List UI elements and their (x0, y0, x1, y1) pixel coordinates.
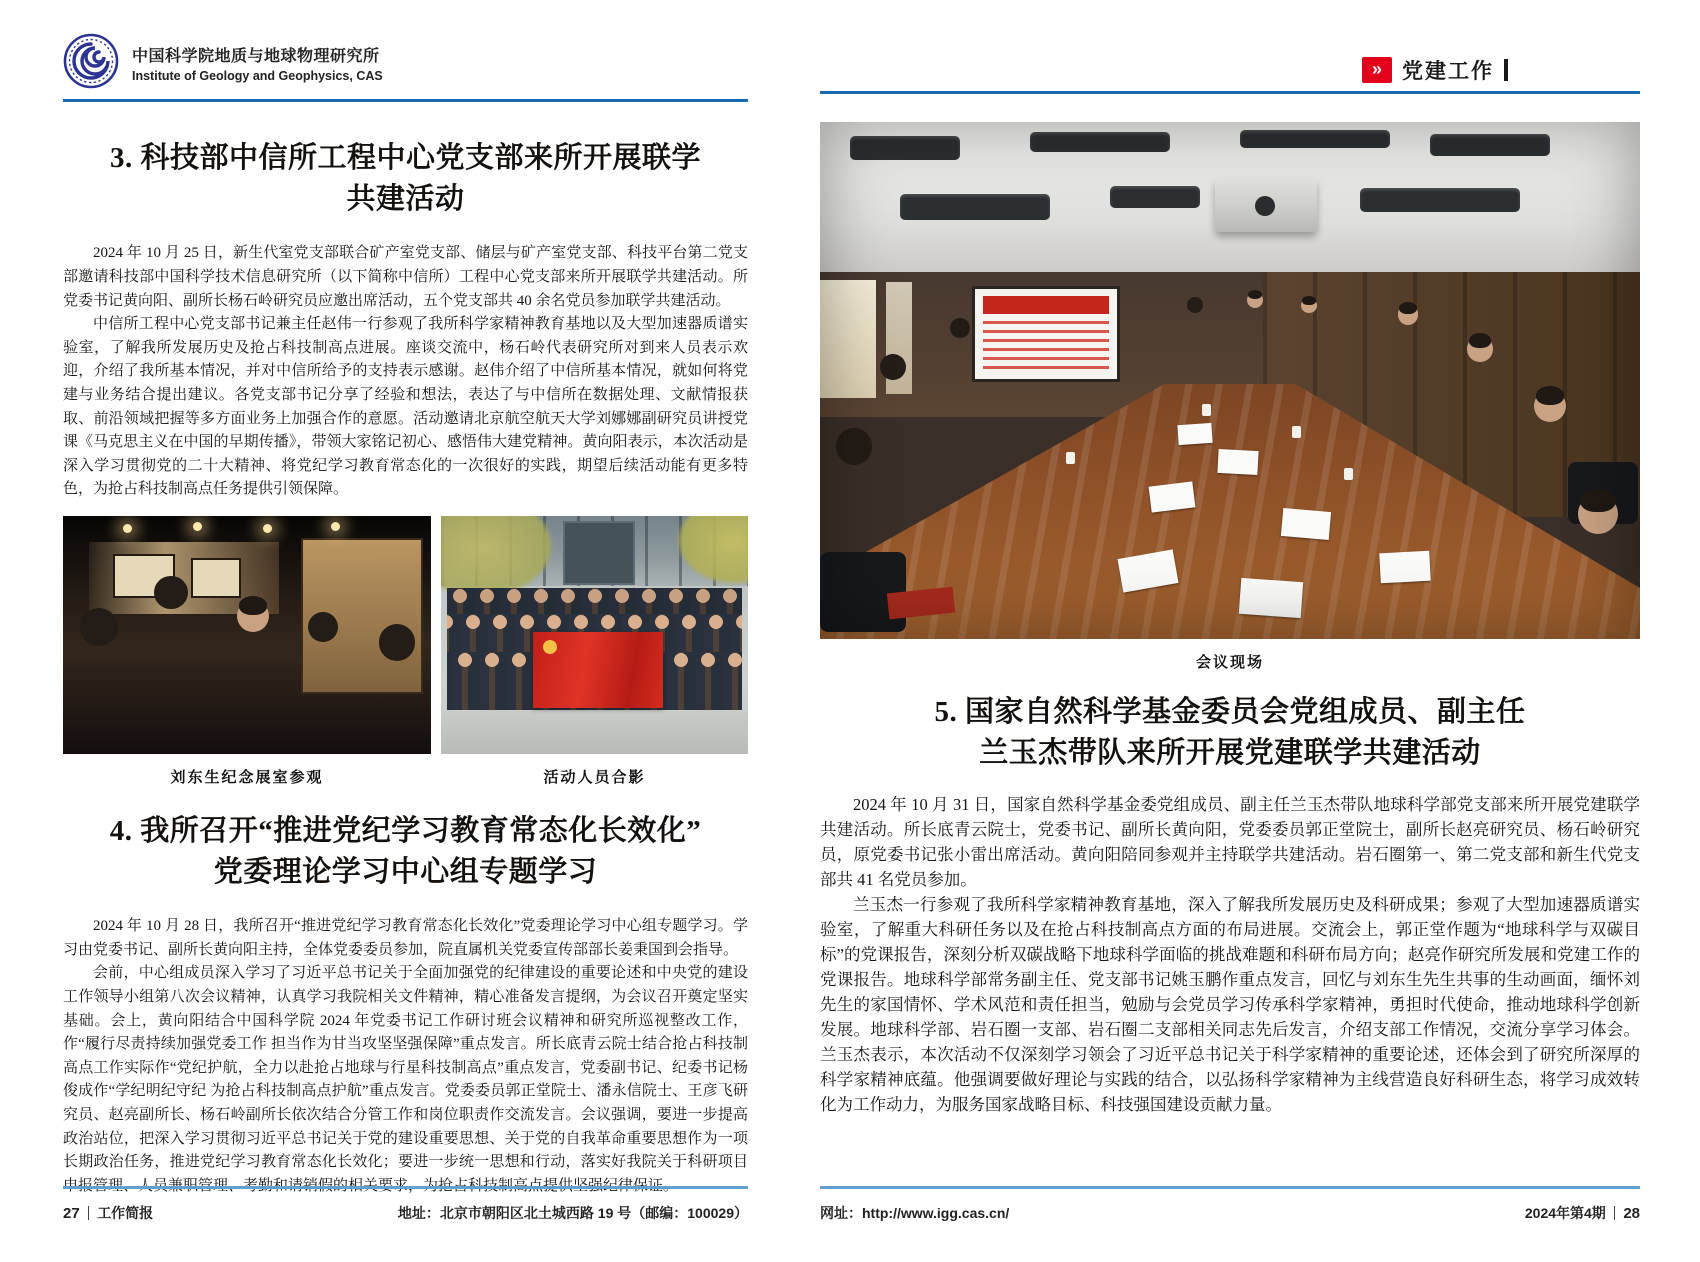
section3-title-line1: 3. 科技部中信所工程中心党支部来所开展联学 (109, 142, 701, 174)
ceiling-light (850, 136, 960, 160)
spotlight (263, 524, 272, 533)
footer-separator (1614, 1206, 1616, 1220)
page-number-left: 27 (63, 1205, 80, 1222)
cup (1344, 468, 1353, 480)
footer-issue-page (1525, 1203, 1640, 1223)
institute-header (63, 34, 748, 92)
attendee-silhouette (1448, 336, 1512, 448)
institute-logo-icon (63, 33, 119, 94)
attendee-silhouette (935, 318, 985, 406)
section3-body (63, 242, 748, 502)
cup (1202, 404, 1211, 416)
paper (1217, 449, 1258, 475)
attendee-silhouette (1382, 304, 1434, 392)
plaza-ground (441, 710, 748, 754)
spotlight (331, 522, 340, 531)
photo-exhibit-visit (63, 516, 431, 787)
section5-paragraph-2: 兰玉杰一行参观了我所科学家精神教育基地，深入了解我所发展历史及科研成果；参观了大型加速器质谱实验室，了解重大科研任务以及在抢占科技制高点方面的布局进展。交流会上，郭正堂作题为“地球科学与双碳目标”的党课报告，深刻分析双碳战略下地球科学面临的挑战难题和科研布局方向；赵亮作研究所发展和党建工作的党课报告。地球科学部常务副主任、党支部书记姚玉鹏作重点发言，回忆与刘东生先生共事的生动画面，缅怀刘先生的家国情怀、学术风范和责任担当，勉励与会党员学习传承科学家精神，勇担时代使命，推动地球科学创新发展。地球科学部、岩石圈一支部、岩石圈二支部相关同志先后发言，介绍支部工作情况，交流分享学习体会。兰玉杰表示，本次活动不仅深刻学习领会了习近平总书记关于科学家精神的重要论述，还体会到了研究所深厚的科学家精神底蕴。他强调要做好理论与实践的结合，以弘扬科学家精神为主线营造良好科研生态，将学习成效转化为工作动力，为服务国家战略目标、科技强国建设贡献力量。 (820, 895, 1640, 1115)
footer-website: 网址：http://www.igg.cas.cn/ (820, 1205, 1010, 1221)
section4-title (63, 811, 748, 893)
section3-paragraph-1: 2024 年 10 月 25 日，新生代室党支部联合矿产室党支部、储层与矿产室党支部、科技平台第二党支部邀请科技部中国科学技术信息研究所（以下简称中信所）工程中心党支部来所开展联学共建活动。所党委书记黄向阳、副所长杨石岭研究员应邀出席活动，五个党支部共 40 余名党员参加联学共建活动。 (63, 245, 748, 309)
photo-group (441, 516, 748, 787)
footer-separator (88, 1206, 90, 1220)
section5-title-line2: 兰玉杰带队来所开展党建联学共建活动 (979, 737, 1481, 770)
institute-name-en: Institute of Geology and Geophysics, CAS (132, 69, 383, 83)
attendee-silhouette (1290, 298, 1328, 356)
page-left (63, 0, 748, 1198)
party-flag (533, 632, 663, 708)
section5-body (820, 792, 1640, 1117)
visitor-silhouette (285, 612, 361, 754)
visitor-silhouette (351, 624, 431, 754)
footer-rule-right (820, 1186, 1640, 1189)
section3-paragraph-2: 中信所工程中心党支部书记兼主任赵伟一行参观了我所科学家精神教育基地以及大型加速器质谱实验室，了解我所发展历史及抢占科技制高点进展。座谈交流中，杨石岭代表研究所对到来人员表示欢迎，介绍了我所基本情况，并对中信所给予的支持表示感谢。赵伟介绍了中信所基本情况，就如何将党建与业务结合提出建议。各党支部书记分享了经验和想法，表达了与中信所在数据处理、文献情报获取、前沿领域把握等多方面业务上加强合作的意愿。活动邀请北京航空航天大学刘娜娜副研究员讲授党课《马克思主义在中国的早期传播》，带领大家铭记初心、感悟伟大建党精神。黄向阳表示，本次活动是深入学习贯彻党的二十大精神、将党纪学习教育常态化的一次很好的实践，期望后续活动能有更多特色，为抢占科技制高点任务提供引领保障。 (63, 316, 748, 498)
attendee-silhouette (820, 428, 900, 598)
page-number-right: 28 (1623, 1205, 1640, 1222)
ceiling-light (1430, 134, 1550, 156)
section5-paragraph-1: 2024 年 10 月 31 日，国家自然科学基金委党组成员、副主任兰玉杰带队地球科学部党支部来所开展党建联学共建活动。所长底青云院士，党委书记、副所长黄向阳，党委委员郭正堂院士，副所长赵亮研究员、杨石岭研究员，原党委书记张小雷出席活动。黄向阳陪同参观并主持联学共建活动。岩石圈第一、第二党支部和新生代党支部共 41 名党员参加。 (820, 795, 1640, 890)
paper (1379, 551, 1431, 584)
section4-title-line1: 4. 我所召开“推进党纪学习教育常态化长效化” (109, 814, 702, 847)
column-tag: 党建工作 (1402, 60, 1494, 83)
slide-title-band (983, 296, 1109, 314)
visitor-silhouette (213, 600, 293, 754)
page-right (820, 0, 1640, 1117)
chevron-badge-icon: » (1362, 57, 1392, 83)
spotlight (193, 522, 202, 531)
section3-photos (63, 516, 748, 787)
attendee-silhouette (1175, 297, 1215, 357)
projector-lens (1255, 196, 1275, 216)
footer-address: 地址：北京市朝阳区北土城西路 19 号（邮编：100029） (397, 1205, 748, 1221)
footer-rule-left (63, 1186, 748, 1189)
cup (1066, 452, 1075, 464)
paper (1281, 508, 1331, 540)
photo-meeting (820, 122, 1640, 672)
photo-group-art (441, 516, 748, 754)
presentation-screen (972, 286, 1120, 382)
header-rule-left (63, 99, 748, 102)
section4-title-line2: 党委理论学习中心组专题学习 (213, 856, 598, 889)
ceiling-light (1360, 188, 1520, 212)
section4-body (63, 915, 748, 1198)
cup (1292, 426, 1301, 438)
projector (1215, 178, 1317, 232)
photo-caption-meeting: 会议现场 (1195, 655, 1264, 671)
footer-right (820, 1186, 1640, 1223)
section3-title-line2: 共建活动 (346, 183, 465, 216)
photo-exhibit-art (63, 516, 431, 754)
attendee-silhouette (1235, 292, 1275, 354)
footer-left (63, 1186, 748, 1223)
issue-label: 2024年第4期 (1524, 1205, 1606, 1221)
tag-divider (1504, 59, 1508, 81)
ceiling-light (1110, 186, 1200, 208)
spotlight (123, 524, 132, 533)
building-entrance (563, 521, 635, 585)
photo-caption-group: 活动人员合影 (543, 769, 646, 786)
footer-left-row (63, 1203, 748, 1223)
section4-paragraph-1: 2024 年 10 月 28 日，我所召开“推进党纪学习教育常态化长效化”党委理论学习中心组专题学习。学习由党委书记、副所长黄向阳主持，全体党委委员参加，院直属机关党委宣传部部长姜秉国到会指导。 (63, 918, 748, 958)
footer-page-brand (63, 1203, 153, 1223)
ceiling-light (1240, 130, 1390, 148)
visitor-silhouette (129, 576, 213, 754)
institute-name-cn: 中国科学院地质与地球物理研究所 (132, 48, 380, 65)
section4-paragraph-2: 会前，中心组成员深入学习了习近平总书记关于全面加强党的纪律建设的重要论述和中央党的建设工作领导小组第八次会议精神，认真学习我院相关文件精神，精心准备发言提纲，为会议召开奠定坚实基础。会上，黄向阳结合中国科学院 2024 年党委书记工作研讨班会议精神和研究所巡视整改工作，作“履行尽责持续加强党委工作 担当作为甘当攻坚坚强保障”重点发言。所长底青云院士结合抢占科技制高点工作实际作“党纪护航，全力以赴抢占地球与行星科技制高点”重点发言，党委副书记、纪委书记杨俊成作“学纪明纪守纪 为抢占科技制高点护航”重点发言。党委委员郭正堂院士、潘永信院士、王彦飞研究员、赵亮副所长、杨石岭副所长依次结合分管工作和岗位职责作交流发言。会议强调，要进一步提高政治站位，把深入学习贯彻习近平总书记关于党的建设重要思想、关于党的自我革命重要思想作为一项长期政治任务，推进党纪学习教育常态化长效化；要进一步统一思想和行动，落实好我院关于科研项目申报管理、人员兼职管理、考勤和请销假的相关要求，为抢占科技制高点提供坚强纪律保证。 (63, 965, 748, 1194)
paper (1239, 578, 1303, 618)
attendee-silhouette (1548, 494, 1640, 639)
header-rule-right (820, 91, 1640, 94)
section5-title-line1: 5. 国家自然科学基金委员会党组成员、副主任 (934, 696, 1526, 728)
footer-right-row (820, 1203, 1640, 1223)
section5-title (820, 692, 1640, 774)
paper (1177, 423, 1212, 445)
institute-name (132, 43, 383, 83)
column-header (820, 56, 1640, 84)
section3-title (63, 138, 748, 220)
paper (1149, 481, 1196, 512)
photo-meeting-art (820, 122, 1640, 639)
photo-caption-exhibit: 刘东生纪念展室参观 (170, 769, 324, 786)
flag-emblem (543, 640, 557, 654)
slide-text-lines (983, 321, 1109, 371)
ceiling-light (900, 194, 1050, 220)
ceiling-light (1030, 132, 1170, 152)
bulletin-name: 工作简报 (97, 1205, 154, 1221)
